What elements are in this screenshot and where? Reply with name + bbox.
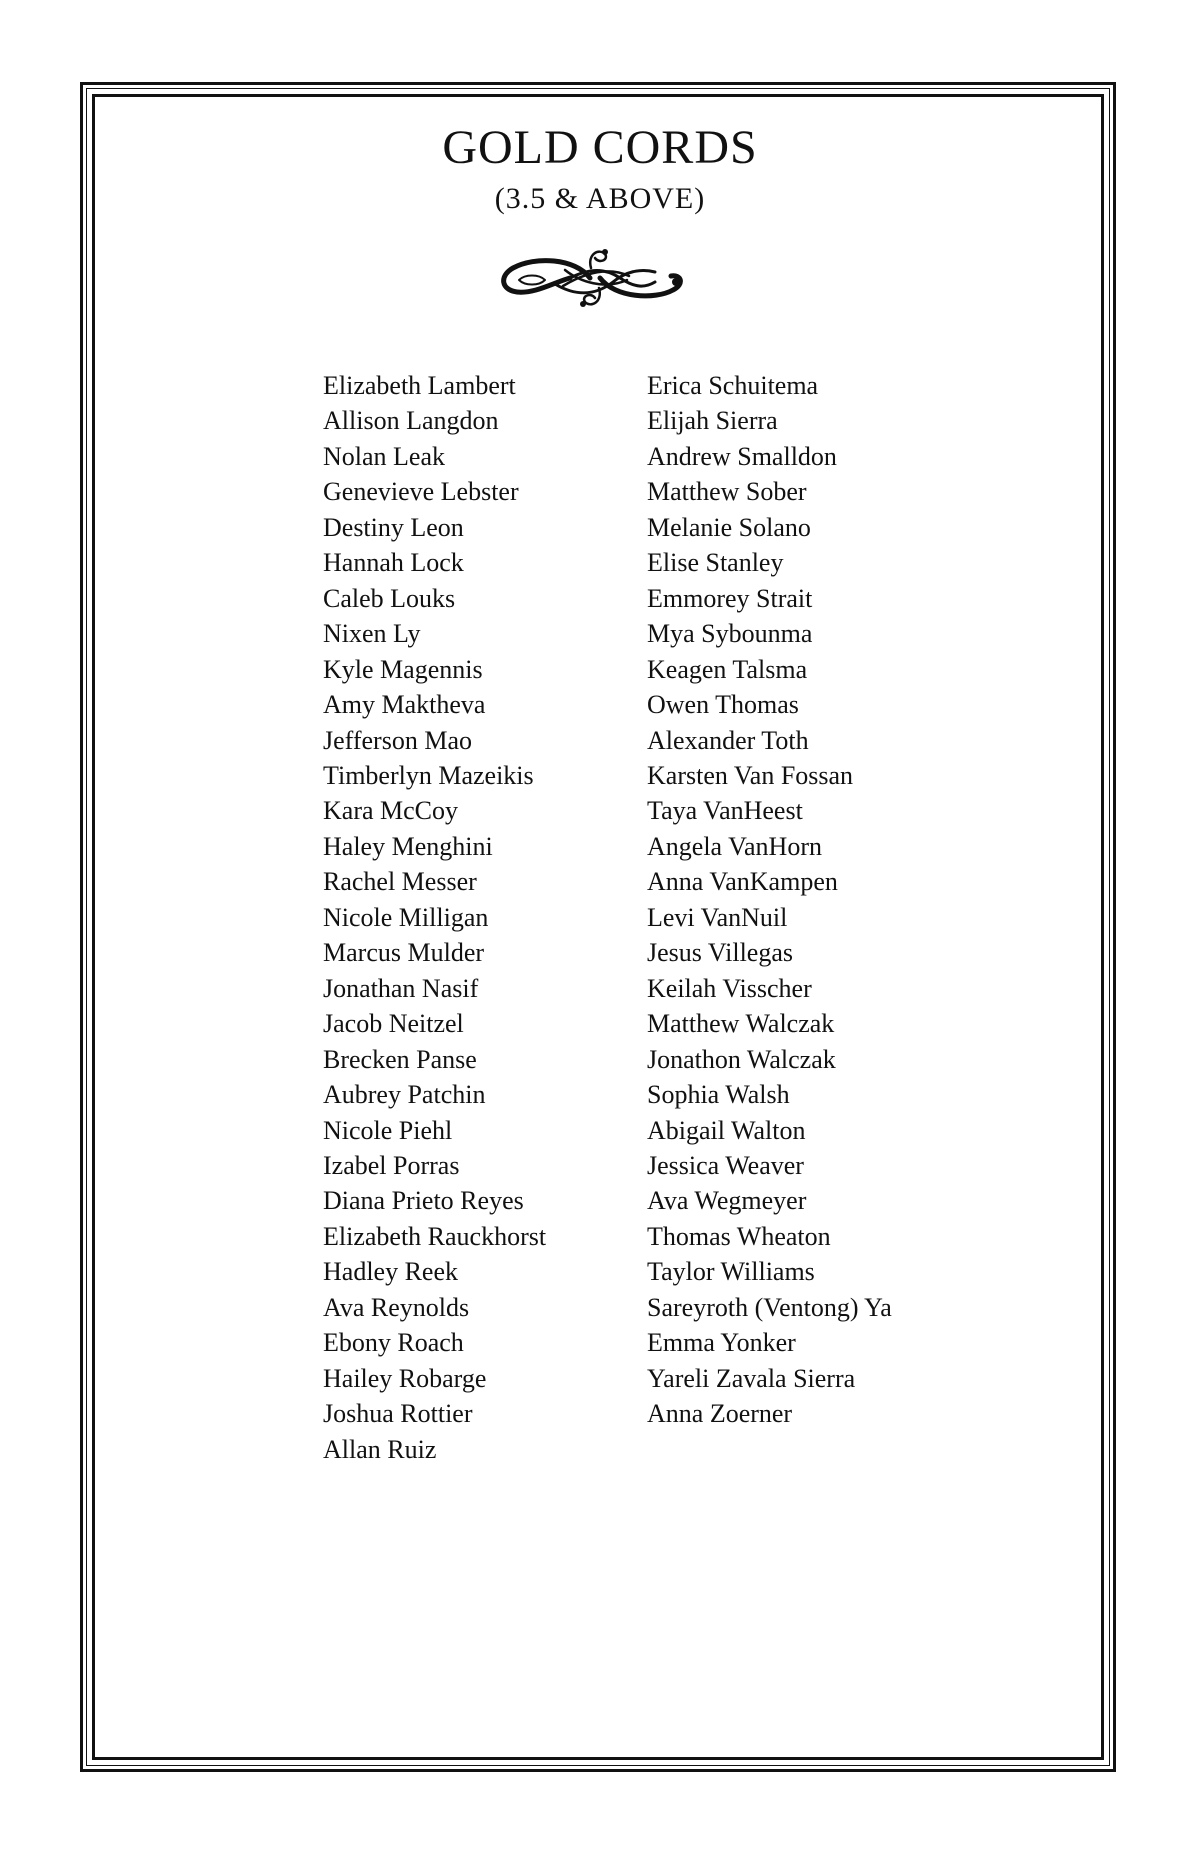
honoree-name: Sareyroth (Ventong) Ya bbox=[647, 1292, 892, 1322]
honoree-name: Karsten Van Fossan bbox=[647, 760, 854, 790]
honoree-name: Haley Menghini bbox=[323, 831, 493, 861]
honoree-name: Genevieve Lebster bbox=[323, 477, 519, 507]
honoree-name: Jonathon Walczak bbox=[647, 1044, 836, 1074]
honoree-name: Jefferson Mao bbox=[323, 725, 472, 755]
honoree-name: Elise Stanley bbox=[647, 548, 784, 578]
honoree-name: Keagen Talsma bbox=[647, 654, 808, 684]
honoree-name: Angela VanHorn bbox=[647, 831, 822, 861]
honoree-name: Nolan Leak bbox=[323, 441, 446, 471]
honoree-name: Yareli Zavala Sierra bbox=[647, 1363, 856, 1393]
honoree-name: Ebony Roach bbox=[323, 1328, 464, 1358]
honoree-name: Rachel Messer bbox=[323, 867, 477, 897]
honoree-name: Kara McCoy bbox=[323, 796, 459, 826]
honoree-name: Brecken Panse bbox=[323, 1044, 477, 1074]
honoree-name: Ava Wegmeyer bbox=[647, 1186, 807, 1216]
honoree-name: Hailey Robarge bbox=[323, 1363, 487, 1393]
honoree-name: Mya Sybounma bbox=[647, 619, 813, 649]
honoree-name: Matthew Sober bbox=[647, 477, 807, 507]
honoree-name: Levi VanNuil bbox=[647, 902, 788, 932]
page-border-inner bbox=[92, 94, 1104, 1760]
honoree-name: Destiny Leon bbox=[323, 512, 464, 542]
honoree-name: Emma Yonker bbox=[647, 1328, 796, 1358]
honoree-name: Joshua Rottier bbox=[323, 1399, 473, 1429]
honoree-name: Thomas Wheaton bbox=[647, 1221, 831, 1251]
honoree-name: Abigail Walton bbox=[647, 1115, 806, 1145]
honoree-name: Allison Langdon bbox=[323, 406, 499, 436]
honoree-name: Matthew Walczak bbox=[647, 1009, 835, 1039]
names-list-right bbox=[647, 368, 892, 1432]
page-subtitle: (3.5 & ABOVE) bbox=[494, 182, 706, 215]
honoree-name: Keilah Visscher bbox=[647, 973, 812, 1003]
honoree-name: Nicole Milligan bbox=[323, 902, 489, 932]
honoree-name: Andrew Smalldon bbox=[647, 441, 837, 471]
honoree-name: Hadley Reek bbox=[323, 1257, 459, 1287]
honoree-name: Izabel Porras bbox=[323, 1150, 460, 1180]
honoree-name: Nixen Ly bbox=[323, 619, 421, 649]
honoree-name: Melanie Solano bbox=[647, 512, 811, 542]
honoree-name: Nicole Piehl bbox=[323, 1115, 453, 1145]
flourish-ornament-icon bbox=[495, 238, 695, 318]
honoree-name: Elizabeth Rauckhorst bbox=[323, 1221, 547, 1251]
honoree-name: Elizabeth Lambert bbox=[323, 371, 516, 400]
honoree-name: Owen Thomas bbox=[647, 690, 799, 720]
page-title: GOLD CORDS bbox=[442, 121, 758, 174]
honoree-name: Hannah Lock bbox=[323, 548, 464, 578]
honoree-name: Elijah Sierra bbox=[647, 406, 778, 436]
honoree-name: Taya VanHeest bbox=[647, 796, 803, 826]
honoree-name: Taylor Williams bbox=[647, 1257, 815, 1287]
honoree-name: Kyle Magennis bbox=[323, 654, 483, 684]
honoree-name: Jonathan Nasif bbox=[323, 973, 479, 1003]
honoree-name: Jacob Neitzel bbox=[323, 1009, 464, 1039]
honoree-name: Emmorey Strait bbox=[647, 583, 813, 613]
names-list-left bbox=[323, 368, 546, 1467]
honoree-name: Jessica Weaver bbox=[647, 1150, 804, 1180]
honoree-name: Sophia Walsh bbox=[647, 1080, 790, 1110]
honoree-name: Jesus Villegas bbox=[647, 938, 794, 968]
honoree-name: Diana Prieto Reyes bbox=[323, 1186, 524, 1216]
honoree-name: Aubrey Patchin bbox=[323, 1080, 486, 1110]
honoree-name: Erica Schuitema bbox=[647, 371, 819, 400]
honoree-name: Allan Ruiz bbox=[323, 1434, 437, 1464]
honoree-name: Timberlyn Mazeikis bbox=[323, 760, 534, 790]
honoree-name: Caleb Louks bbox=[323, 583, 456, 613]
honoree-name: Marcus Mulder bbox=[323, 938, 485, 968]
honoree-name: Alexander Toth bbox=[647, 725, 809, 755]
honoree-name: Anna VanKampen bbox=[647, 867, 838, 897]
honoree-name: Ava Reynolds bbox=[323, 1292, 470, 1322]
honoree-name: Amy Maktheva bbox=[323, 690, 486, 720]
honoree-name: Anna Zoerner bbox=[647, 1399, 793, 1429]
